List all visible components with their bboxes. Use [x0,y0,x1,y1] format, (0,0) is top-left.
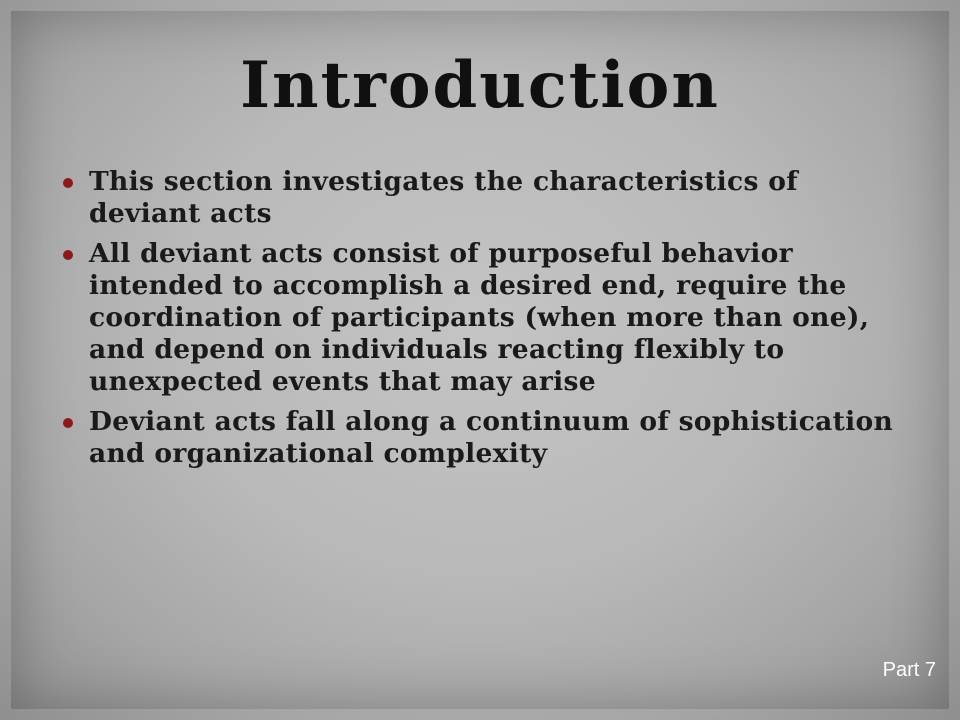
bullet-list [60,166,910,478]
slide-title: Introduction [240,48,720,123]
round-bullet-icon [63,418,73,428]
bullet-text: This section investigates the characteristics of deviant acts [89,166,798,229]
bullet-item [60,238,910,398]
slide-footer-label: Part 7 [882,659,936,681]
bullet-item [60,406,910,470]
round-bullet-icon [63,250,73,260]
bullet-item [60,166,910,230]
bullet-text: All deviant acts consist of purposeful behavior intended to accomplish a desired end, require the coordination of participants (when more than one), and depend on individuals reacting flexibly to unexpected events that may arise [89,238,870,397]
round-bullet-icon [63,178,73,188]
bullet-text: Deviant acts fall along a continuum of sophistication and organizational complexity [89,406,894,469]
